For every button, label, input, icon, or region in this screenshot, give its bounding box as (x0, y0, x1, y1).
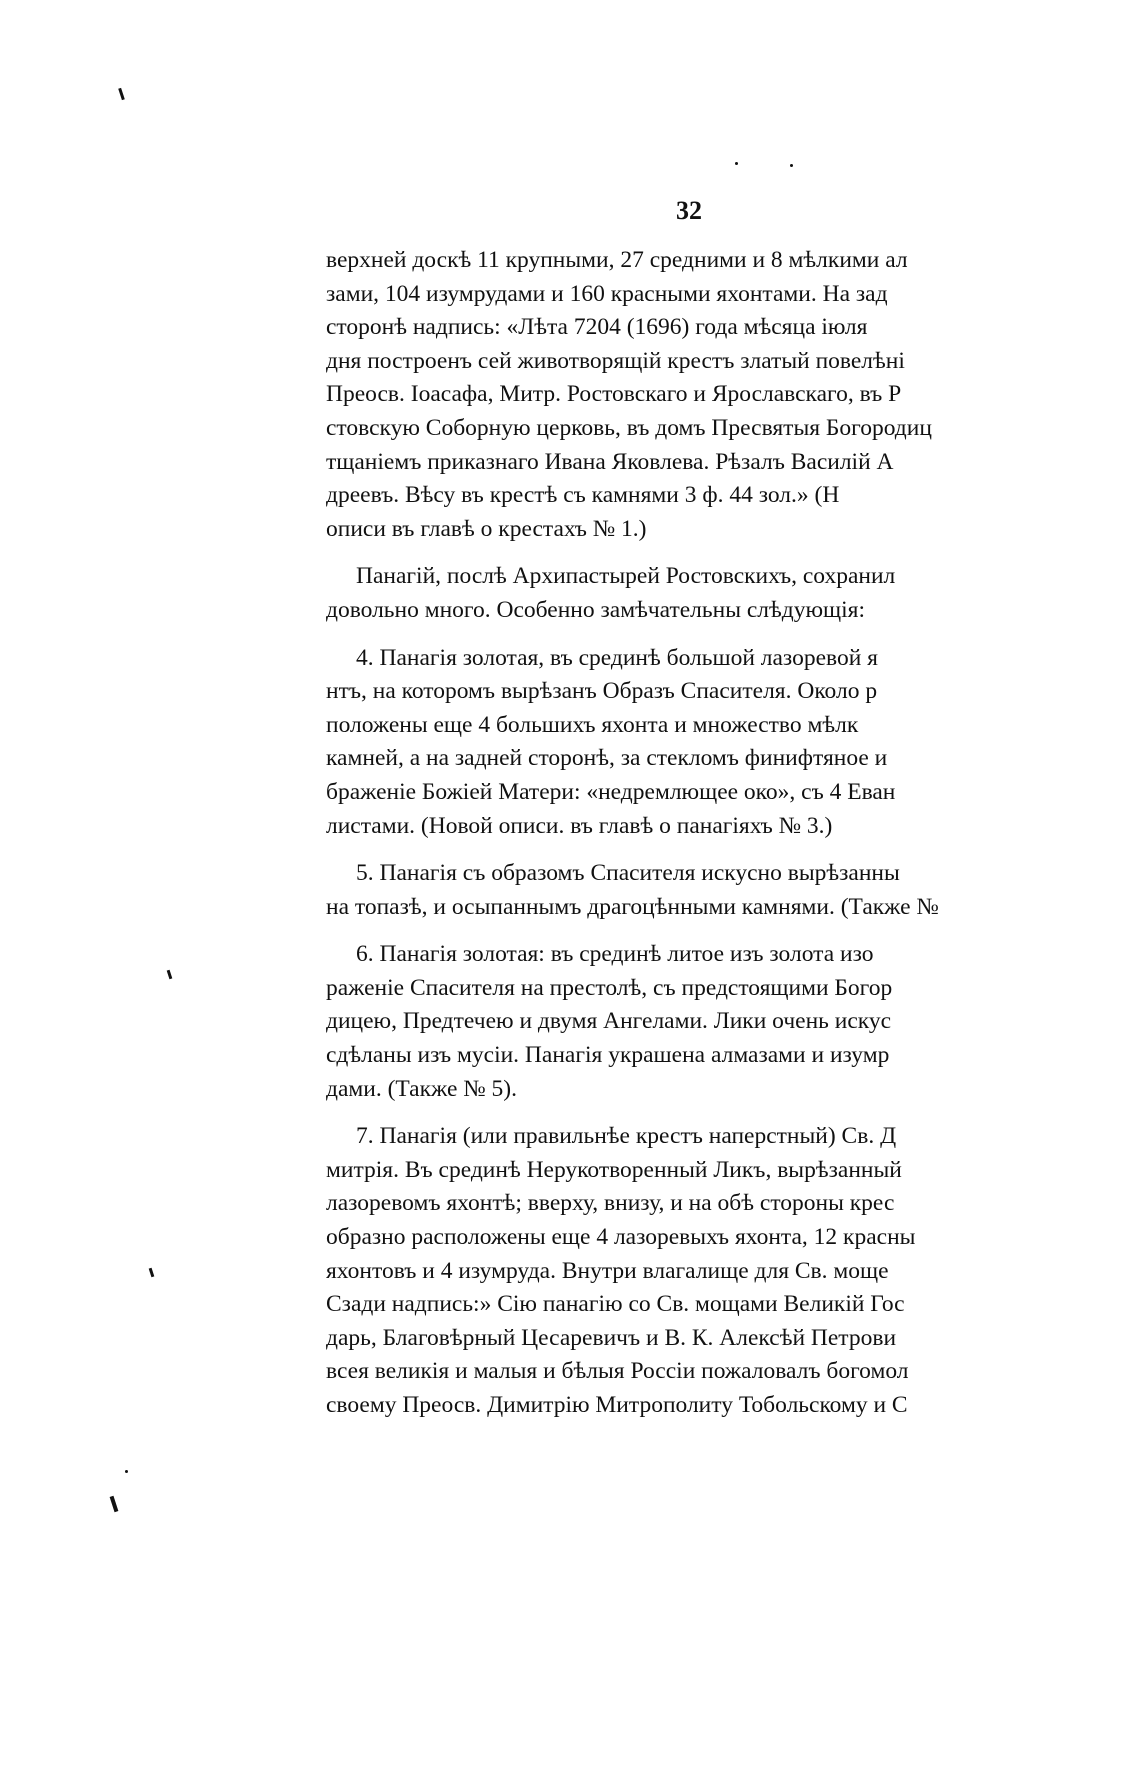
text-line: Сзади надпись:» Сію панагію со Св. мощами Великій Гос (326, 1291, 905, 1318)
paragraph (326, 1120, 1052, 1422)
scan-speck (790, 164, 793, 167)
text-line: довольно много. Особенно замѣчательны слѣдующія: (326, 596, 865, 623)
text-line: положены еще 4 большихъ яхонта и множество мѣлк (326, 711, 859, 738)
paragraph (326, 244, 1052, 546)
text-line: листами. (Новой описи. въ главѣ о панагіяхъ № 3.) (326, 812, 833, 839)
scan-speck (149, 1268, 155, 1277)
paragraph (326, 938, 1052, 1106)
text-line: своему Преосв. Димитрію Митрополиту Тобольскому и С (326, 1392, 908, 1418)
scan-speck (125, 1470, 128, 1473)
text-line: лазоревомъ яхонтѣ; вверху, внизу, и на обѣ стороны крес (326, 1190, 895, 1217)
paragraph (326, 857, 1052, 924)
page-number: 32 (676, 196, 702, 225)
text-line: яхонтовъ и 4 изумруда. Внутри влагалище для Св. моще (326, 1257, 889, 1284)
text-line: дарь, Благовѣрный Цесаревичъ и В. К. Алексѣй Петрови (326, 1324, 897, 1351)
text-line: браженіе Божіей Матери: «недремлющее око», съ 4 Еван (326, 778, 896, 805)
text-line: нтъ, на которомъ вырѣзанъ Образъ Спасителя. Около р (326, 678, 878, 705)
text-line: описи въ главѣ о крестахъ № 1.) (326, 515, 647, 542)
text-line: Преосв. Іоасафа, Митр. Ростовскаго и Ярославскаго, въ Р (326, 381, 902, 408)
scan-speck (167, 970, 173, 979)
text-line: Панагій, послѣ Архипастырей Ростовскихъ, сохранил (356, 563, 896, 590)
scan-speck (735, 162, 738, 165)
text-line: раженіе Спасителя на престолѣ, съ предстоящими Богор (326, 974, 893, 1001)
text-line: дня построенъ сей животворящій крестъ златый повелѣні (326, 347, 905, 374)
text-line: дицею, Предтечею и двумя Ангелами. Лики очень искус (326, 1008, 892, 1035)
paragraph (326, 560, 1052, 627)
text-line: камней, а на задней сторонѣ, за стекломъ финифтяное и (326, 745, 888, 772)
text-line: зами, 104 изумрудами и 160 красными яхонтами. На зад (326, 280, 888, 307)
text-line: на топазѣ, и осыпаннымъ драгоцѣнными камнями. (Также № (326, 893, 939, 920)
text-line: сторонѣ надпись: «Лѣта 7204 (1696) года мѣсяца іюля (326, 314, 868, 341)
text-line: всея великія и малыя и бѣлыя Россіи пожаловалъ богомол (326, 1358, 909, 1385)
text-line: образно расположены еще 4 лазоревыхъ яхонта, 12 красны (326, 1224, 916, 1251)
scan-speck (110, 1496, 119, 1512)
text-line: верхней доскѣ 11 крупными, 27 средними и 8 мѣлкими ал (326, 247, 908, 273)
text-line: дами. (Также № 5). (326, 1075, 518, 1102)
text-line: 6. Панагія золотая: въ срединѣ литое изъ золота изо (356, 941, 874, 968)
text-line: тщаніемъ приказнаго Ивана Яковлева. Рѣзалъ Василій А (326, 448, 894, 475)
paragraph (326, 642, 1052, 844)
text-line: 4. Панагія золотая, въ срединѣ большой лазоревой я (356, 644, 878, 671)
text-line: дреевъ. Вѣсу въ крестѣ съ камнями 3 ф. 44 зол.» (Н (326, 482, 840, 509)
text-line: сдѣланы изъ мусіи. Панагія украшена алмазами и изумр (326, 1042, 890, 1069)
text-line: митрія. Въ срединѣ Нерукотворенный Ликъ, вырѣзанный (326, 1156, 902, 1183)
scan-speck (118, 88, 125, 100)
text-line: 5. Панагія съ образомъ Спасителя искусно вырѣзанны (356, 860, 900, 887)
text-line: 7. Панагія (или правильнѣе крестъ наперстный) Св. Д (356, 1123, 897, 1150)
text-column (326, 244, 1052, 1437)
text-line: стовскую Соборную церковь, въ домъ Пресвятыя Богородиц (326, 414, 932, 441)
